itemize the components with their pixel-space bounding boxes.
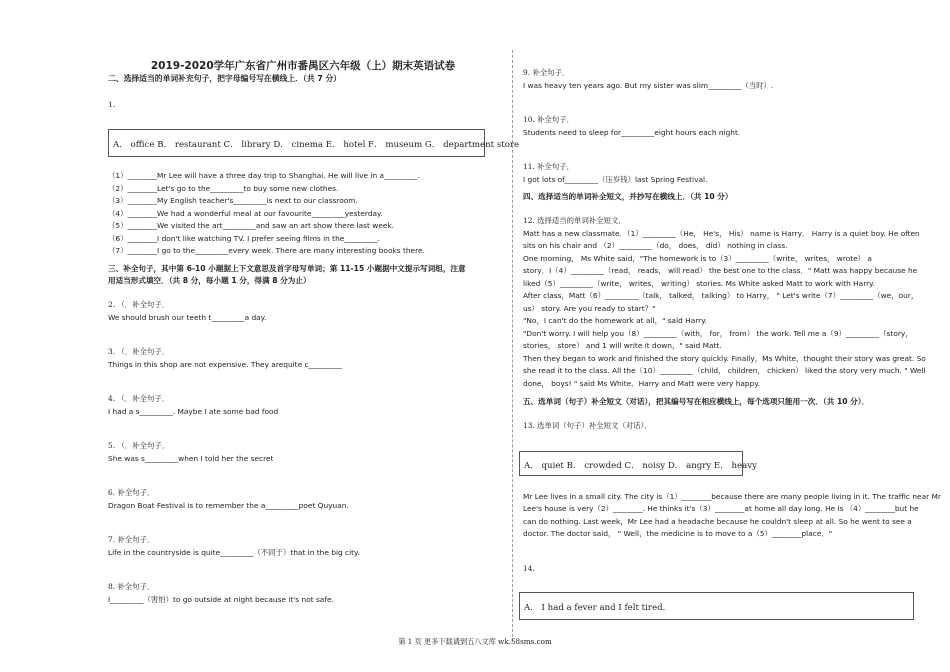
word-options: A． office B． restaurant C． library D． cinema E． hotel F． museum G． department store (113, 140, 520, 150)
page-footer: 第 1 页 更多下载请到五八文库 wk.58sms.com (398, 637, 552, 646)
q2-number: 2. （．补全句子． (108, 300, 170, 309)
s2-item-7: （7）________I go to the_________every week. There are many interesting books there. (108, 246, 425, 255)
q5-number: 5. （．补全句子． (108, 441, 170, 450)
q4-number: 4. （．补全句子． (108, 394, 170, 403)
q14-option: A． I had a fever and I felt tired． (524, 603, 672, 613)
section5-heading: 五、选单词（句子）补全短文（对话），把其编号写在相应横线上，每个选项只能用一次．（共 10 分）． (523, 397, 870, 406)
page-title: 2019-2020学年广东省广州市番禺区六年级（上）期末英语试卷 (150, 60, 456, 72)
q7-text: Life in the countryside is quite_________（不同于）that in the big city. (108, 548, 360, 557)
q11-text: I got lots of_________（压岁钱）last Spring Festival. (523, 175, 708, 184)
passage2-line-1: Mr Lee lives in a small city. The city is（1）________because there are many people living in it. The traffic near Mr (523, 492, 941, 501)
passage1-line-5: liked（5）_________（write， writes， writing） stories. Ms White asked Matt to work with Harry. (523, 279, 875, 288)
passage1-line-11: Then they began to work and finished the story quickly. Finally，Ms White，thought their story was great. So (523, 354, 926, 363)
s2-item-2: （2）________Let's go to the_________to buy some new clothes. (108, 184, 339, 193)
adjective-options: A． quiet B． crowded C． noisy D． angry E． heavy (524, 461, 757, 471)
passage2-line-4: doctor. The doctor said， " Well，the medicine is to move to a（5）________place．" (523, 529, 833, 538)
passage1-line-9: "Don't worry. I will help you（8）_________（with， for， from） the work. Tell me a（9）_________（story， (523, 329, 913, 338)
s2-item-1: （1）________Mr Lee will have a three day trip to Shanghai. He will live in a_________. (108, 171, 420, 180)
passage1-line-13: done， boys! " said Ms White．Harry and Matt were very happy. (523, 379, 760, 388)
passage1-line-1: Matt has a new classmate．（1）_________（He， He's， His） name is Harry． Harry is a quiet boy. He often (523, 229, 920, 238)
word-options-box (108, 129, 520, 157)
passage1-line-7: us） story. Are you ready to start？" (523, 304, 656, 313)
q14-number: 14. (523, 564, 535, 573)
passage1-line-10: stories， store） and 1 will write it down，" said Matt. (523, 341, 722, 350)
q7-number: 7. 补全句子． (108, 535, 155, 544)
s2-item-6: （6）________I don't like watching TV. I prefer seeing films in the_________. (108, 234, 380, 243)
passage1-line-12: she read it to the class. All the（10）_________（child， children， chicken） liked the story very much. " Well (523, 366, 926, 375)
passage1-line-8: "No，I can't do the homework at all，" said Harry. (523, 316, 707, 325)
q10-text: Students need to sleep for_________eight hours each night. (523, 128, 741, 137)
section3-heading-line2: 用适当形式填空．（共 8 分，每小题 1 分，得满 8 分为止） (108, 276, 311, 285)
q5-text: She was s_________when I told her the secret (108, 454, 274, 463)
q3-number: 3. （．补全句子． (108, 347, 170, 356)
question-1-number: 1. (108, 100, 116, 109)
q14-option-box (519, 592, 914, 620)
q8-text: I_________（害怕）to go outside at night because it's not safe. (108, 595, 334, 604)
passage1-line-4: story．I（4）_________（read， reads， will read） the best one to the class．" Matt was happy because he (523, 266, 918, 275)
adjective-options-box (519, 451, 757, 476)
s2-item-4: （4）________We had a wonderful meal at our favourite_________yesterday. (108, 209, 383, 218)
q4-text: I had a s_________. Maybe I ate some bad food (108, 407, 279, 416)
q6-text: Dragon Boat Festival is to remember the a_________poet Quyuan. (108, 501, 349, 510)
q12-number: 12. 选择适当的单词补全短文． (523, 216, 626, 225)
q3-text: Things in this shop are not expensive. They arequite c_________ (108, 360, 342, 369)
q10-number: 10. 补全句子． (523, 115, 575, 124)
passage1-line-3: One morning， Ms White said，"The homework is to（3）_________（write， writes， wrote） a (523, 254, 872, 263)
q2-text: We should brush our teeth t_________a day. (108, 313, 267, 322)
passage1-line-6: After class，Matt（6）_________（talk， talked， talking） to Harry， " Let's write（7）_________（we，our， (523, 291, 919, 300)
section4-heading: 四、选择适当的单词补全短文，并抄写在横线上．（共 10 分） (523, 192, 733, 201)
section3-heading-line1: 三、补全句子，其中第 6-10 小题据上下文意思及首字母写单词；第 11-15 小题据中文提示写词组，注意 (108, 264, 466, 273)
passage2-line-2: Lee's house is very（2）________. He thinks it's（3）________at home all day long. He is （4）________but he (523, 504, 919, 513)
passage1-line-2: sits on his chair and （2）_________（do， does， did） nothing in class. (523, 241, 788, 250)
passage2-line-3: can do nothing. Last week，Mr Lee had a headache because he couldn't sleep at all. So he went to see a (523, 517, 912, 526)
q9-number: 9. 补全句子． (523, 68, 570, 77)
section2-heading: 二、选择适当的单词补充句子，把字母编号写在横线上．（共 7 分） (108, 74, 342, 83)
q9-text: I was heavy ten years ago. But my sister was slim_________（当时）. (523, 81, 774, 90)
q8-number: 8. 补全句子． (108, 582, 155, 591)
q6-number: 6. 补全句子． (108, 488, 155, 497)
s2-item-3: （3）________My English teacher's_________is next to our classroom. (108, 196, 358, 205)
s2-item-5: （5）________We visited the art_________and saw an art show there last week. (108, 221, 395, 230)
q11-number: 11. 补全句子． (523, 162, 575, 171)
q13-number: 13. 选单词（句子）补全短文（对话）． (523, 421, 652, 430)
